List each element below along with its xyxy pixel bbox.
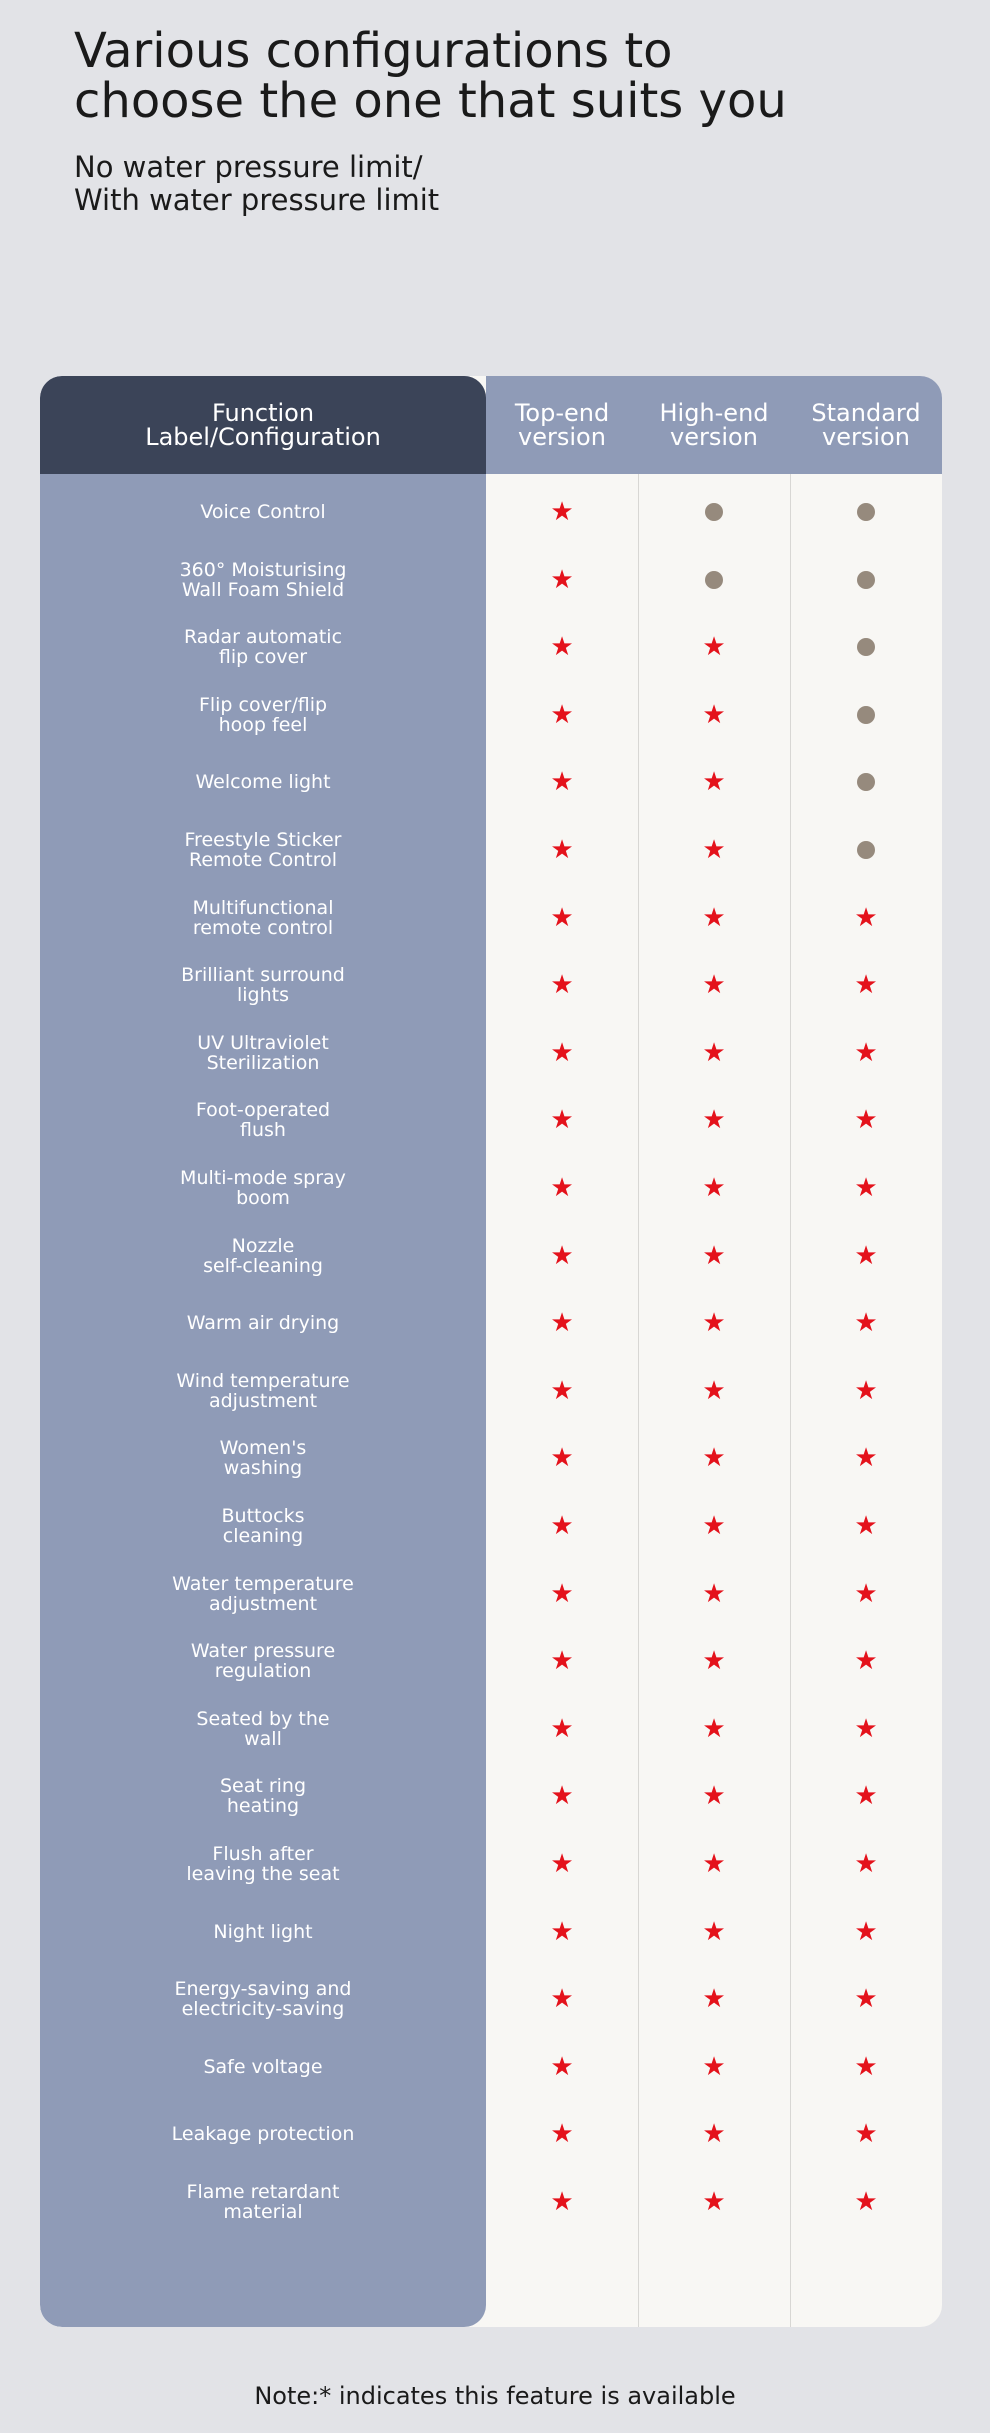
column-header-top-end [486,376,638,474]
star-icon: ★ [702,2187,726,2217]
dot-icon [851,767,881,797]
feature-label [40,1298,486,1348]
feature-label-line: Freestyle Sticker [184,829,342,851]
star-icon: ★ [854,1714,878,1744]
feature-label [40,1771,486,1821]
star-icon: ★ [854,903,878,933]
star-icon: ★ [854,970,878,1000]
feature-label-line: Flush after [212,1843,314,1865]
star-icon: ★ [702,1038,726,1068]
column-header-line: version [822,423,910,451]
feature-label-line: Seated by the [196,1708,330,1730]
feature-label [40,960,486,1010]
star-icon: ★ [854,1511,878,1541]
star-icon: ★ [550,1579,574,1609]
star-icon: ★ [550,1443,574,1473]
star-icon: ★ [854,1781,878,1811]
feature-label [40,1433,486,1483]
star-icon: ★ [550,1173,574,1203]
star-icon: ★ [702,1781,726,1811]
column-header-standard [790,376,942,474]
feature-label-line: Energy-saving and [174,1978,352,2000]
dot-icon [699,565,729,595]
column-header-high-end [638,376,790,474]
page-title [74,23,954,129]
star-icon: ★ [702,700,726,730]
star-icon: ★ [550,2187,574,2217]
feature-label [40,1704,486,1754]
feature-label-line: lights [236,984,289,1006]
star-icon: ★ [550,903,574,933]
star-icon: ★ [702,1714,726,1744]
star-icon: ★ [702,767,726,797]
dot-icon [851,700,881,730]
feature-label-line: 360° Moisturising [179,559,347,581]
feature-label-line: Women's [219,1437,307,1459]
feature-label [40,1839,486,1889]
star-icon: ★ [550,565,574,595]
star-icon: ★ [550,1511,574,1541]
feature-label-line: adjustment [208,1593,318,1615]
star-icon: ★ [550,2052,574,2082]
star-icon: ★ [702,2052,726,2082]
star-icon: ★ [854,1038,878,1068]
feature-label-line: Buttocks [221,1505,305,1527]
feature-label-line: Wall Foam Shield [181,579,345,601]
feature-label-line: boom [236,1187,290,1209]
column-divider [638,474,639,2327]
feature-label-line: Flip cover/flip [198,694,328,716]
column-header-line: Top-end [514,399,610,427]
feature-label-line: Sterilization [206,1052,320,1074]
dot-icon [851,835,881,865]
star-icon: ★ [550,1646,574,1676]
feature-label-line: Water temperature [172,1573,354,1595]
star-icon: ★ [702,903,726,933]
feature-label [40,2109,486,2159]
feature-label [40,1974,486,2024]
star-icon: ★ [550,497,574,527]
feature-label-line: regulation [214,1660,312,1682]
star-icon: ★ [702,1849,726,1879]
feature-label-line: Foot-operated [195,1099,331,1121]
star-icon: ★ [550,1308,574,1338]
feature-label-line: flip cover [218,646,308,668]
column-header-line: version [670,423,758,451]
page-subtitle-line: No water pressure limit/ [74,150,423,184]
feature-label-line: leaving the seat [186,1863,340,1885]
feature-label-line: Leakage protection [171,2123,355,2145]
star-icon: ★ [550,1038,574,1068]
star-icon: ★ [550,1849,574,1879]
feature-label-line: electricity-saving [181,1998,345,2020]
feature-label-line: washing [223,1457,303,1479]
star-icon: ★ [550,2119,574,2149]
star-icon: ★ [550,835,574,865]
feature-label-line: Wind temperature [176,1370,350,1392]
column-header-line: High-end [659,399,769,427]
feature-label [40,1231,486,1281]
column-header-line: version [518,423,606,451]
feature-label-line: heating [226,1795,300,1817]
feature-label-line: adjustment [208,1390,318,1412]
feature-label [40,893,486,943]
star-icon: ★ [854,1579,878,1609]
star-icon: ★ [550,632,574,662]
feature-label [40,1366,486,1416]
column-header-line: Standard [811,399,921,427]
star-icon: ★ [854,2119,878,2149]
star-icon: ★ [702,1984,726,2014]
star-icon: ★ [702,632,726,662]
feature-label-line: Voice Control [200,501,326,523]
feature-label-line: remote control [192,917,334,939]
star-icon: ★ [702,1511,726,1541]
star-icon: ★ [550,1105,574,1135]
star-icon: ★ [702,1173,726,1203]
feature-label [40,1095,486,1145]
dot-icon [699,497,729,527]
feature-label [40,555,486,605]
feature-label [40,487,486,537]
feature-label-line: Radar automatic [183,626,343,648]
star-icon: ★ [550,1241,574,1271]
star-icon: ★ [702,1646,726,1676]
star-icon: ★ [854,1646,878,1676]
star-icon: ★ [854,1308,878,1338]
feature-label-line: hoop feel [218,714,308,736]
feature-label-line: Nozzle [231,1235,295,1257]
feature-label-line: material [223,2201,303,2223]
footnote: Note:* indicates this feature is available [254,2382,736,2410]
feature-label-line: flush [240,1119,286,1141]
feature-label-line: Warm air drying [186,1312,340,1334]
star-icon: ★ [854,1443,878,1473]
star-icon: ★ [854,1105,878,1135]
star-icon: ★ [702,1376,726,1406]
star-icon: ★ [550,1376,574,1406]
page-subtitle [74,151,774,217]
dot-icon [851,565,881,595]
star-icon: ★ [854,1917,878,1947]
feature-label [40,1501,486,1551]
feature-label-line: Flame retardant [186,2181,340,2203]
star-icon: ★ [702,1105,726,1135]
feature-label [40,1028,486,1078]
star-icon: ★ [854,2052,878,2082]
feature-label-line: Remote Control [188,849,338,871]
star-icon: ★ [702,835,726,865]
feature-label [40,1163,486,1213]
column-header-line: Label/Configuration [145,423,381,451]
dot-icon [851,497,881,527]
star-icon: ★ [702,1241,726,1271]
feature-label [40,1569,486,1619]
feature-label-line: Water pressure [190,1640,336,1662]
star-icon: ★ [702,2119,726,2149]
star-icon: ★ [702,1308,726,1338]
feature-label-line: Safe voltage [203,2056,323,2078]
star-icon: ★ [550,970,574,1000]
star-icon: ★ [702,1917,726,1947]
star-icon: ★ [550,700,574,730]
dot-icon [851,632,881,662]
feature-label-line: Seat ring [219,1775,307,1797]
column-divider [790,474,791,2327]
feature-label [40,1636,486,1686]
feature-label-line: Multifunctional [192,897,334,919]
feature-label-line: UV Ultraviolet [197,1032,329,1054]
star-icon: ★ [550,1984,574,2014]
feature-label [40,1907,486,1957]
feature-label [40,2042,486,2092]
feature-label-line: Brilliant surround [181,964,345,986]
feature-label-line: Welcome light [195,771,331,793]
star-icon: ★ [550,1714,574,1744]
star-icon: ★ [702,970,726,1000]
feature-label-line: Multi-mode spray [180,1167,346,1189]
feature-label-line: self-cleaning [203,1255,323,1277]
feature-label-line: wall [244,1728,282,1750]
star-icon: ★ [854,1984,878,2014]
star-icon: ★ [854,1241,878,1271]
column-header-line: Function [211,399,315,427]
feature-label-line: cleaning [222,1525,304,1547]
feature-label [40,2177,486,2227]
star-icon: ★ [702,1443,726,1473]
column-header-function [40,376,486,474]
star-icon: ★ [854,1849,878,1879]
comparison-table [40,376,942,2327]
page-title-line: choose the one that suits you [74,73,787,129]
feature-label [40,757,486,807]
feature-label [40,622,486,672]
feature-label [40,825,486,875]
star-icon: ★ [854,1173,878,1203]
page-subtitle-line: With water pressure limit [74,183,440,217]
star-icon: ★ [854,2187,878,2217]
star-icon: ★ [854,1376,878,1406]
star-icon: ★ [550,1781,574,1811]
star-icon: ★ [550,1917,574,1947]
page-title-line: Various configurations to [74,23,673,79]
star-icon: ★ [702,1579,726,1609]
feature-label-line: Night light [213,1921,313,1943]
feature-label [40,690,486,740]
star-icon: ★ [550,767,574,797]
